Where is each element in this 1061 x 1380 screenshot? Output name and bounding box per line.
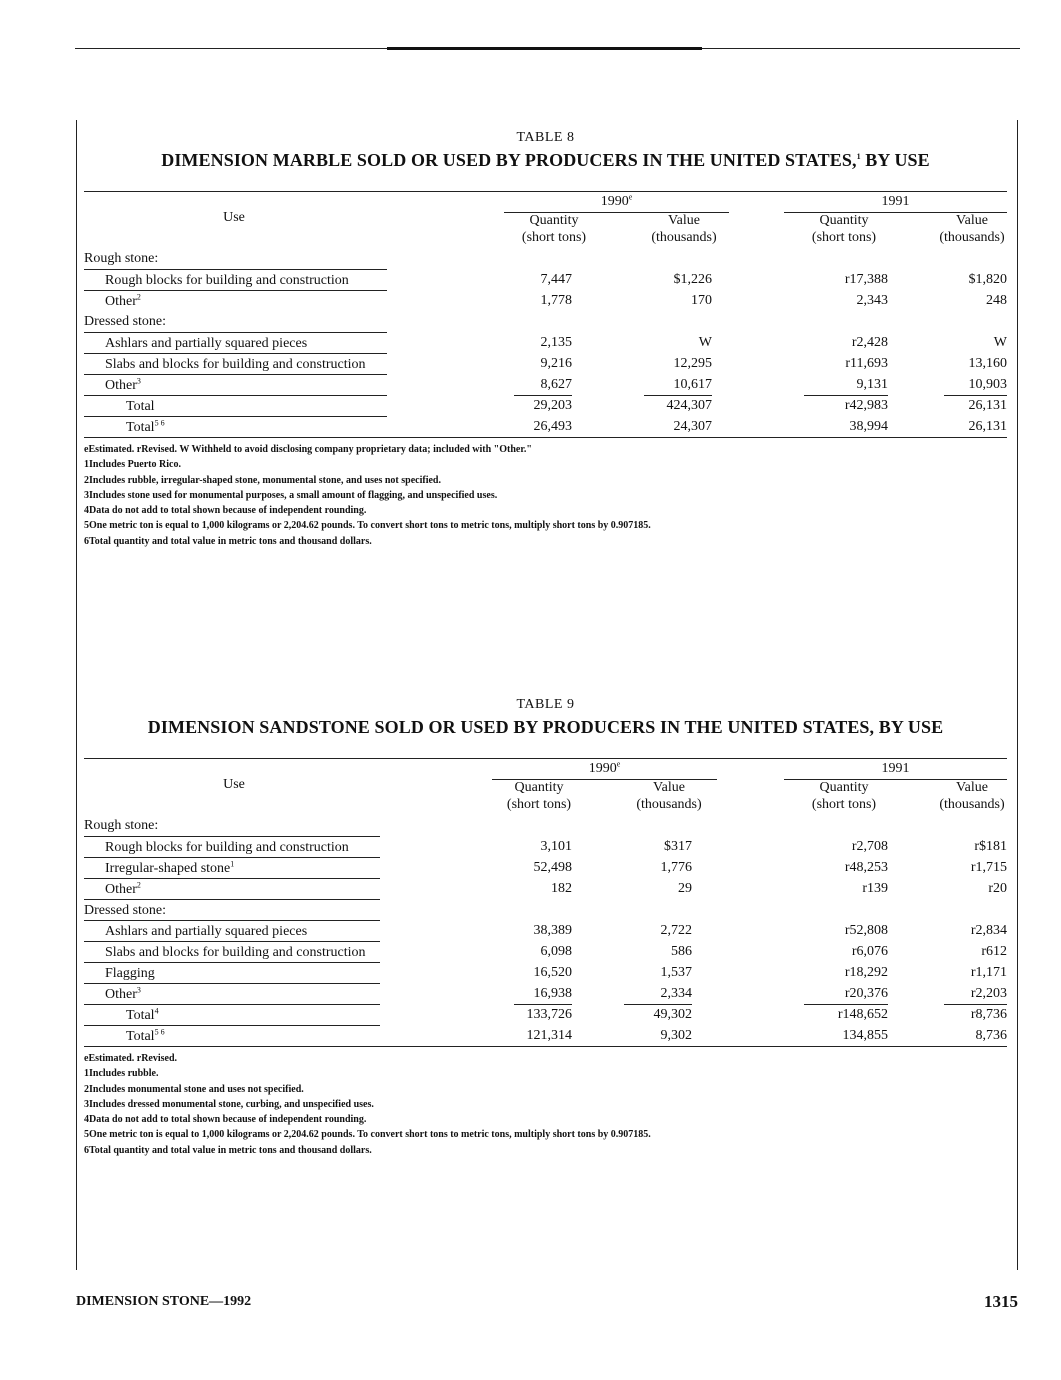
table-row-total: Total$^{5 6}$ 121,314 9,302 134,855 8,736 — [84, 1025, 1007, 1046]
left-margin-line — [76, 120, 77, 1270]
table-title: DIMENSION SANDSTONE SOLD OR USED BY PRODUCERS IN THE UNITED STATES, BY USE — [147, 717, 944, 737]
section-header: Dressed stone: — [84, 314, 167, 329]
table-title: DIMENSION MARBLE SOLD OR USED BY PRODUCERS IN THE UNITED STATES,$^1$ BY USE — [161, 150, 930, 170]
col-qty-1991: Quantity (short tons) — [811, 780, 877, 812]
footnote: 3Includes dressed monumental stone, curbing, and unspecified uses. — [84, 1098, 374, 1110]
section-header: Rough stone: — [84, 818, 159, 833]
footnotes — [84, 442, 1007, 549]
year-1990-header: 1990e — [492, 761, 717, 780]
footnote: 1Includes rubble. — [84, 1068, 159, 1080]
col-val-1990: Value (thousands) — [636, 780, 702, 812]
footnote: 6Total quantity and total value in metric tons and thousand dollars. — [84, 1144, 372, 1156]
table-row: Other$^2$ 182 29 r139 r20 — [84, 878, 1007, 899]
page-number: 1315 — [984, 1292, 1018, 1311]
right-margin-line — [1017, 120, 1018, 1270]
footnote: 4Data do not add to total shown because of independent rounding. — [84, 505, 367, 517]
table-row: Ashlars and partially squared pieces 38,389 2,722 r52,808 r2,834 — [84, 920, 1007, 941]
table-row: Rough blocks for building and construction 7,447 $1,226 r17,388 $1,820 — [84, 269, 1007, 290]
table-label: TABLE 9 — [516, 697, 575, 712]
col-val-1991: Value (thousands) — [939, 213, 1005, 245]
table-row: Other$^3$ 8,627 10,617 9,131 10,903 — [84, 374, 1007, 395]
table-row: Irregular-shaped stone$^1$ 52,498 1,776 r48,253 r1,715 — [84, 857, 1007, 878]
table-row: Slabs and blocks for building and construction 9,216 12,295 r11,693 13,160 — [84, 353, 1007, 374]
footnote: 1Includes Puerto Rico. — [84, 459, 181, 471]
table-label: TABLE 8 — [516, 130, 575, 145]
table-row: Rough blocks for building and construction 3,101 $317 r2,708 r$181 — [84, 836, 1007, 857]
col-val-1991: Value (thousands) — [939, 780, 1005, 812]
year-1991-header: 1991 — [784, 194, 1007, 213]
table-row-total: Total 29,203 424,307 r42,983 26,131 — [84, 395, 1007, 416]
year-1991-header: 1991 — [784, 761, 1007, 780]
table-row-total: Total$^4$ 133,726 49,302 r148,652 r8,736 — [84, 1004, 1007, 1025]
table-8 — [84, 130, 1007, 549]
col-use-header: Use — [223, 210, 245, 225]
running-footer: DIMENSION STONE—1992 — [76, 1294, 252, 1309]
table-row-total: Total$^{5 6}$ 26,493 24,307 38,994 26,131 — [84, 416, 1007, 437]
table-row: Ashlars and partially squared pieces 2,135 W r2,428 W — [84, 332, 1007, 353]
footnote: 6Total quantity and total value in metric tons and thousand dollars. — [84, 535, 372, 547]
footnotes — [84, 1051, 1007, 1158]
section-header: Rough stone: — [84, 251, 159, 266]
year-1990-header: 1990e — [504, 194, 729, 213]
col-qty-1991: Quantity (short tons) — [811, 213, 877, 245]
footnote: 2Includes rubble, irregular-shaped stone, monumental stone, and uses not specified. — [84, 474, 441, 486]
table-9 — [84, 697, 1007, 1158]
footnote: 5One metric ton is equal to 1,000 kilograms or 2,204.62 pounds. To convert short tons to metric tons, multiply short tons by 0.907185. — [84, 1129, 651, 1141]
col-use-header: Use — [223, 777, 245, 792]
table-header — [84, 192, 1007, 248]
table-row: Slabs and blocks for building and construction 6,098 586 r6,076 r612 — [84, 941, 1007, 962]
col-val-1990: Value (thousands) — [651, 213, 717, 245]
col-qty-1990: Quantity (short tons) — [521, 213, 587, 245]
table-row: Other$^3$ 16,938 2,334 r20,376 r2,203 — [84, 983, 1007, 1004]
footnote: eEstimated. rRevised. — [84, 1053, 178, 1064]
footnote: 2Includes monumental stone and uses not specified. — [84, 1083, 304, 1095]
footnote: 4Data do not add to total shown because of independent rounding. — [84, 1114, 367, 1126]
section-header: Dressed stone: — [84, 899, 1007, 920]
table-row: Flagging 16,520 1,537 r18,292 r1,171 — [84, 962, 1007, 983]
footnote: 3Includes stone used for monumental purposes, a small amount of flagging, and unspecified uses. — [84, 489, 498, 501]
table-header — [84, 759, 1007, 815]
footnote: 5One metric ton is equal to 1,000 kilograms or 2,204.62 pounds. To convert short tons to metric tons, multiply short tons by 0.907185. — [84, 520, 651, 532]
top-rule-accent — [387, 47, 702, 50]
table-row: Other$^2$ 1,778 170 2,343 248 — [84, 290, 1007, 311]
footnote: eEstimated. rRevised. W Withheld to avoid disclosing company proprietary data; included with "Other." — [84, 444, 532, 455]
col-qty-1990: Quantity (short tons) — [506, 780, 572, 812]
